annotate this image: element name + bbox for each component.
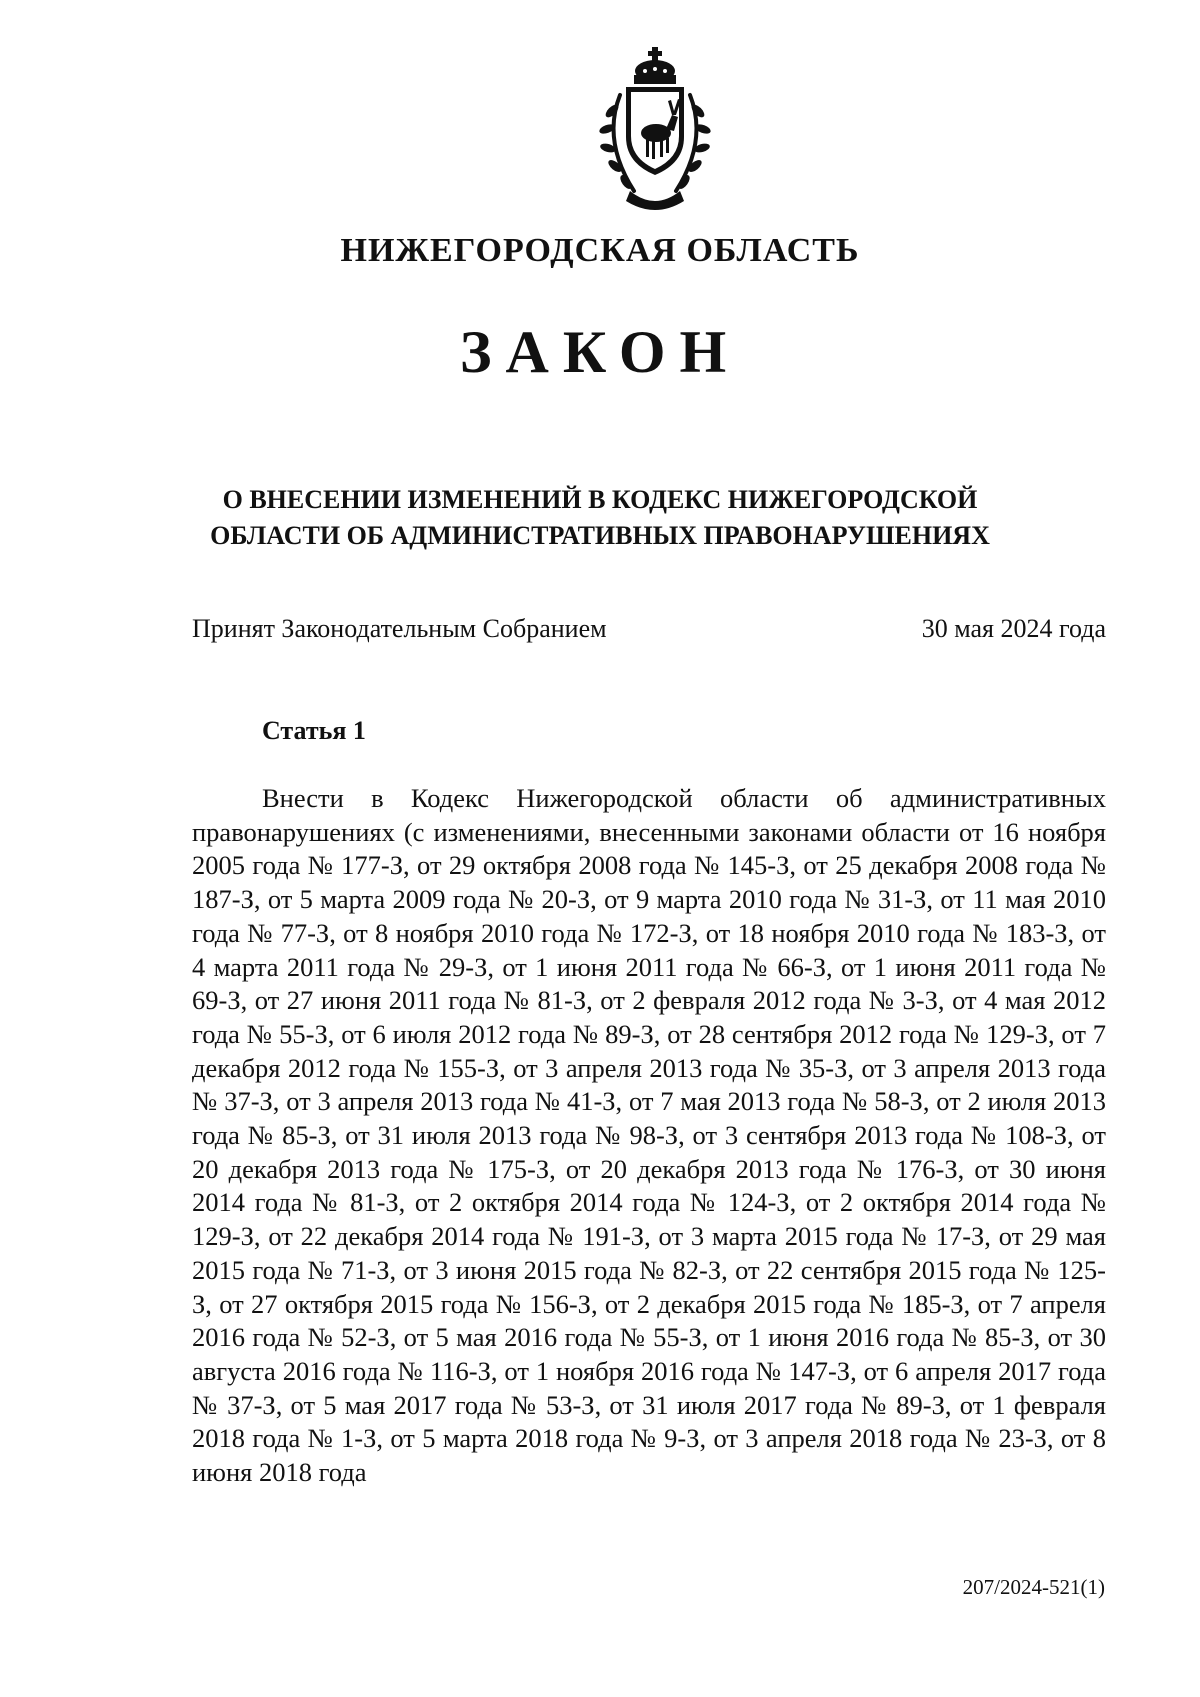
law-heading: ЗАКОН — [459, 319, 741, 385]
coat-of-arms-icon — [588, 45, 722, 215]
law-subject — [150, 482, 1050, 554]
article-text: Внести в Кодекс Нижегородской области об административных правонарушениях (с изменениями, внесенными законами области от 16 ноября 2005 года № 177-З, от 29 октября 2008 года № 145-З, от 25 декабря 2008 года № 187-З, от 5 марта 2009 года № 20-З, от 9 марта 2010 года № 31-З, от 11 мая 2010 года № 77-З, от 8 ноября 2010 года № 172-З, от 18 ноября 2010 года № 183-З, от 4 марта 2011 года № 29-З, от 1 июня 2011 года № 66-З, от 1 июня 2011 года № 69-З, от 27 июня 2011 года № 81-З, от 2 февраля 2012 года № 3-З, от 4 мая 2012 года № 55-З, от 6 июля 2012 года № 89-З, от 28 сентября 2012 года № 129-З, от 7 декабря 2012 года № 155-З, от 3 апреля 2013 года № 35-З, от 3 апреля 2013 года № 37-З, от 3 апреля 2013 года № 41-З, от 7 мая 2013 года № 58-З, от 2 июля 2013 года № 85-З, от 31 июля 2013 года № 98-З, от 3 сентября 2013 года № 108-З, от 20 декабря 2013 года № 175-З, от 20 декабря 2013 года № 176-З, от 30 июня 2014 года № 81-З, от 2 октября 2014 года № 124-З, от 2 октября 2014 года № 129-З, от 22 декабря 2014 года № 191-З, от 3 марта 2015 года № 17-З, от 29 мая 2015 года № 71-З, от 3 июня 2015 года № 82-З, от 22 сентября 2015 года № 125-З, от 27 октября 2015 года № 156-З, от 2 декабря 2015 года № 185-З, от 7 апреля 2016 года № 52-З, от 5 мая 2016 года № 55-З, от 1 июня 2016 года № 85-З, от 30 августа 2016 года № 116-З, от 1 ноября 2016 года № 147-З, от 6 апреля 2017 года № 37-З, от 5 мая 2017 года № 53-З, от 31 июля 2017 года № 89-З, от 1 февраля 2018 года № 1-З, от 5 марта 2018 года № 9-З, от 3 апреля 2018 года № 23-З, от 8 июня 2018 года — [192, 783, 1106, 1488]
region-title: НИЖЕГОРОДСКАЯ ОБЛАСТЬ — [340, 232, 860, 269]
law-subject-line-2: ОБЛАСТИ ОБ АДМИНИСТРАТИВНЫХ ПРАВОНАРУШЕНИЯХ — [210, 521, 990, 550]
article-title: Статья 1 — [262, 716, 366, 745]
law-subject-line-1: О ВНЕСЕНИИ ИЗМЕНЕНИЙ В КОДЕКС НИЖЕГОРОДСКОЙ — [222, 485, 978, 514]
adoption-line — [192, 614, 1106, 644]
adopted-date: 30 мая 2024 года — [921, 614, 1106, 643]
document-number: 207/2024-521(1) — [962, 1575, 1105, 1599]
adopted-by: Принят Законодательным Собранием — [192, 614, 607, 643]
